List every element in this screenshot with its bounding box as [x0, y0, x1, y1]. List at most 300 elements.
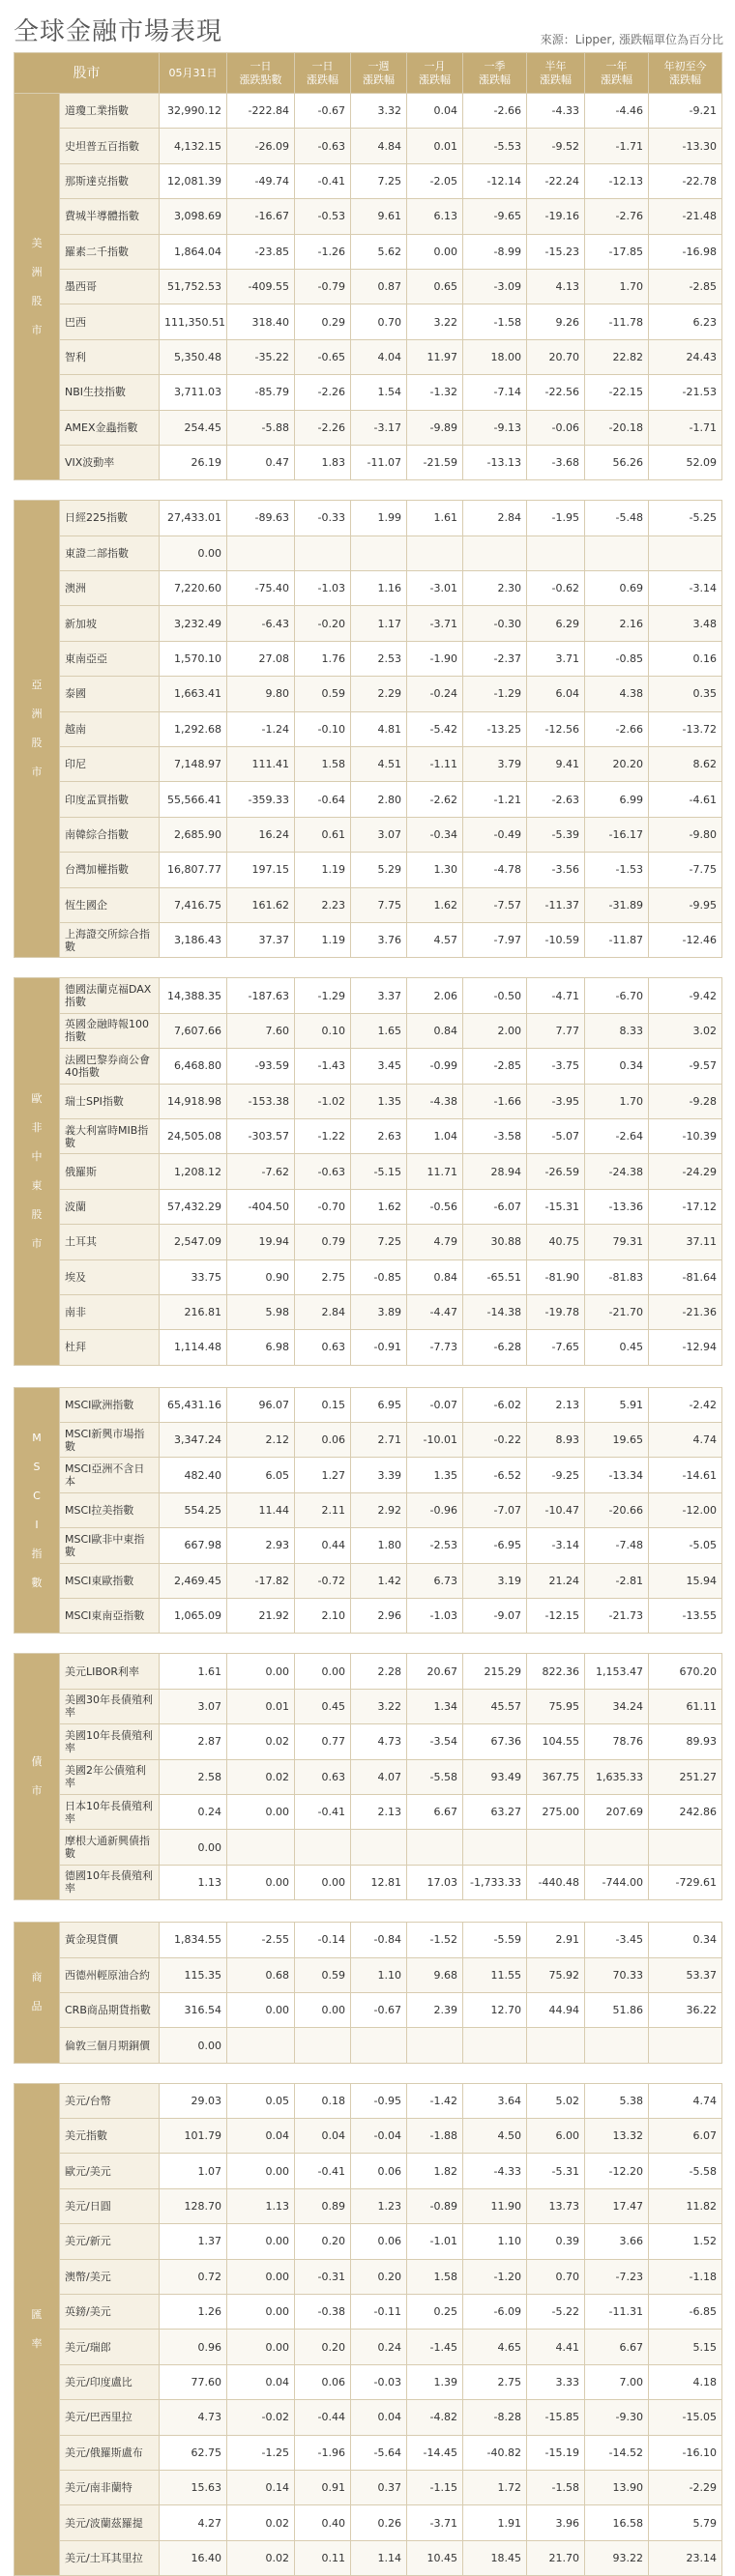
cell-value: 11.90	[463, 2188, 527, 2223]
cell-value: 13.32	[585, 2119, 649, 2154]
cell-value: -1.95	[527, 501, 585, 535]
cell-value: -5.42	[407, 711, 463, 746]
cell-value: 6.00	[527, 2119, 585, 2154]
cell-value: 1.35	[351, 1084, 407, 1118]
table-row	[15, 1923, 722, 1957]
cell-value: 0.00	[407, 234, 463, 269]
row-name: 美元/印度盧比	[60, 2364, 160, 2399]
cell-value: 16,807.77	[160, 853, 227, 887]
cell-value: -9.57	[649, 1049, 722, 1084]
table-row	[15, 1492, 722, 1527]
cell-value	[585, 1830, 649, 1865]
cell-value: -2.42	[649, 1387, 722, 1422]
cell-value: -0.63	[295, 129, 351, 163]
cell-value: 36.22	[649, 1992, 722, 2027]
cell-value	[585, 2028, 649, 2063]
cell-value: 12.81	[351, 1865, 407, 1899]
table-row	[15, 1563, 722, 1598]
row-name: MSCI新興市場指數	[60, 1423, 160, 1458]
source-note: 來源：Lipper, 漲跌幅單位為百分比	[540, 33, 723, 46]
cell-value: -1.25	[227, 2435, 295, 2470]
cell-value: 2,685.90	[160, 817, 227, 852]
cell-value: 14,388.35	[160, 978, 227, 1013]
market-table	[14, 1387, 722, 1635]
table-row	[15, 606, 722, 641]
cell-value: 1.72	[463, 2471, 527, 2505]
cell-value: 5.02	[527, 2083, 585, 2118]
cell-value: -2.37	[463, 641, 527, 676]
cell-value: -14.61	[649, 1458, 722, 1492]
cell-value: -21.36	[649, 1294, 722, 1329]
cell-value: 9.80	[227, 677, 295, 711]
cell-value: 0.00	[295, 1654, 351, 1689]
cell-value: -12.15	[527, 1599, 585, 1634]
cell-value: 2.12	[227, 1423, 295, 1458]
cell-value: 27.08	[227, 641, 295, 676]
cell-value: -14.52	[585, 2435, 649, 2470]
row-name: 德國法蘭克福DAX指數	[60, 978, 160, 1013]
cell-value: -89.63	[227, 501, 295, 535]
cell-value: -3.14	[649, 571, 722, 606]
cell-value: 20.70	[527, 339, 585, 374]
cell-value: 0.44	[295, 1528, 351, 1563]
table-row	[15, 853, 722, 887]
cell-value: -6.07	[463, 1189, 527, 1224]
section-gap	[14, 1900, 722, 1922]
cell-value: -1.01	[407, 2224, 463, 2259]
cell-value: -21.48	[649, 199, 722, 234]
cell-value	[295, 2028, 351, 2063]
row-name: 恆生國企	[60, 887, 160, 922]
cell-value: 1,208.12	[160, 1154, 227, 1189]
cell-value: -26.09	[227, 129, 295, 163]
table-row	[15, 445, 722, 479]
row-name: 智利	[60, 339, 160, 374]
cell-value: -2.26	[295, 410, 351, 445]
row-name: 美元指數	[60, 2119, 160, 2154]
cell-value: -7.62	[227, 1154, 295, 1189]
cell-value	[351, 2028, 407, 2063]
cell-value: 0.72	[160, 2259, 227, 2294]
market-tables	[14, 52, 722, 2576]
row-name: 越南	[60, 711, 160, 746]
cell-value: 4.13	[527, 269, 585, 304]
cell-value: -7.75	[649, 853, 722, 887]
cell-value: -0.31	[295, 2259, 351, 2294]
table-row	[15, 641, 722, 676]
cell-value: -0.99	[407, 1049, 463, 1084]
cell-value: -2.76	[585, 199, 649, 234]
cell-value: 3,347.24	[160, 1423, 227, 1458]
cell-value: 2.13	[527, 1387, 585, 1422]
cell-value: 0.35	[649, 677, 722, 711]
group-label: 亞 洲 股 市	[15, 501, 60, 958]
cell-value: -1.88	[407, 2119, 463, 2154]
cell-value: 1.10	[351, 1957, 407, 1992]
cell-value: -14.45	[407, 2435, 463, 2470]
cell-value: -2.55	[227, 1923, 295, 1957]
table-row	[15, 2259, 722, 2294]
cell-value: 667.98	[160, 1528, 227, 1563]
cell-value: 29.03	[160, 2083, 227, 2118]
cell-value: 2.13	[351, 1794, 407, 1829]
cell-value: 2.53	[351, 641, 407, 676]
section-gap	[14, 1366, 722, 1387]
cell-value: 0.77	[295, 1724, 351, 1759]
cell-value: 0.29	[295, 304, 351, 339]
row-name: 法國巴黎券商公會40指數	[60, 1049, 160, 1084]
cell-value: -0.79	[295, 269, 351, 304]
cell-value: -7.73	[407, 1330, 463, 1365]
cell-value: 316.54	[160, 1992, 227, 2027]
cell-value: -7.23	[585, 2259, 649, 2294]
cell-value: -1.52	[407, 1923, 463, 1957]
cell-value: -65.51	[463, 1259, 527, 1294]
cell-value: 1.19	[295, 922, 351, 957]
row-name: 台灣加權指數	[60, 853, 160, 887]
cell-value: -4.71	[527, 978, 585, 1013]
cell-value: -21.59	[407, 445, 463, 479]
row-name: 東南亞亞	[60, 641, 160, 676]
cell-value: 1.37	[160, 2224, 227, 2259]
cell-value: -9.65	[463, 199, 527, 234]
cell-value: -1.96	[295, 2435, 351, 2470]
cell-value: 3.66	[585, 2224, 649, 2259]
table-row	[15, 1759, 722, 1794]
cell-value: -12.94	[649, 1330, 722, 1365]
cell-value: 20.67	[407, 1654, 463, 1689]
table-row	[15, 2224, 722, 2259]
cell-value: 4,132.15	[160, 129, 227, 163]
cell-value: -9.28	[649, 1084, 722, 1118]
table-row	[15, 1957, 722, 1992]
cell-value: -24.38	[585, 1154, 649, 1189]
cell-value: -0.41	[295, 2154, 351, 2188]
cell-value: -7.65	[527, 1330, 585, 1365]
cell-value: -11.37	[527, 887, 585, 922]
cell-value: 79.31	[585, 1225, 649, 1259]
cell-value: 0.20	[295, 2224, 351, 2259]
table-row	[15, 2471, 722, 2505]
cell-value: 1.27	[295, 1458, 351, 1492]
row-name: 俄羅斯	[60, 1154, 160, 1189]
cell-value: 482.40	[160, 1458, 227, 1492]
cell-value: -1.02	[295, 1084, 351, 1118]
cell-value: -16.10	[649, 2435, 722, 2470]
table-row	[15, 163, 722, 198]
cell-value: 1,570.10	[160, 641, 227, 676]
cell-value: 12,081.39	[160, 163, 227, 198]
cell-value: 2.10	[295, 1599, 351, 1634]
cell-value: -2.85	[649, 269, 722, 304]
cell-value: -19.16	[527, 199, 585, 234]
table-row	[15, 1259, 722, 1294]
cell-value: -8.99	[463, 234, 527, 269]
cell-value: 3.71	[527, 641, 585, 676]
cell-value: 0.00	[160, 2028, 227, 2063]
cell-value: -1.66	[463, 1084, 527, 1118]
cell-value: -0.70	[295, 1189, 351, 1224]
cell-value: 16.40	[160, 2540, 227, 2575]
cell-value: 4.50	[463, 2119, 527, 2154]
cell-value: 3.39	[351, 1458, 407, 1492]
cell-value: -9.30	[585, 2400, 649, 2435]
cell-value: -0.04	[351, 2119, 407, 2154]
cell-value: -16.67	[227, 199, 295, 234]
cell-value	[649, 535, 722, 570]
table-row	[15, 1225, 722, 1259]
cell-value: 2.87	[160, 1724, 227, 1759]
cell-value: -1.15	[407, 2471, 463, 2505]
cell-value: 32,990.12	[160, 94, 227, 129]
cell-value: 1.65	[351, 1013, 407, 1048]
row-name: 美元/土耳其里拉	[60, 2540, 160, 2575]
cell-value	[463, 2028, 527, 2063]
cell-value: 14,918.98	[160, 1084, 227, 1118]
cell-value: 0.79	[295, 1225, 351, 1259]
column-header: 一季 漲跌幅	[463, 53, 527, 94]
cell-value: 0.47	[227, 445, 295, 479]
cell-value: 11.97	[407, 339, 463, 374]
table-row	[15, 1387, 722, 1422]
cell-value: -22.24	[527, 163, 585, 198]
cell-value: -13.36	[585, 1189, 649, 1224]
cell-value: 2.75	[463, 2364, 527, 2399]
cell-value: -5.31	[527, 2154, 585, 2188]
cell-value: 21.92	[227, 1599, 295, 1634]
cell-value: 670.20	[649, 1654, 722, 1689]
cell-value: 254.45	[160, 410, 227, 445]
table-row	[15, 1830, 722, 1865]
cell-value: -16.17	[585, 817, 649, 852]
cell-value: -3.56	[527, 853, 585, 887]
row-name: 英鎊/美元	[60, 2295, 160, 2330]
cell-value: -1,733.33	[463, 1865, 527, 1899]
cell-value: 3.33	[527, 2364, 585, 2399]
cell-value: 11.71	[407, 1154, 463, 1189]
cell-value: 78.76	[585, 1724, 649, 1759]
cell-value: 37.37	[227, 922, 295, 957]
cell-value: 9.61	[351, 199, 407, 234]
cell-value: 22.82	[585, 339, 649, 374]
table-row	[15, 375, 722, 410]
cell-value: -12.46	[649, 922, 722, 957]
cell-value: -1.42	[407, 2083, 463, 2118]
cell-value: -5.25	[649, 501, 722, 535]
cell-value: -12.00	[649, 1492, 722, 1527]
cell-value: 28.94	[463, 1154, 527, 1189]
cell-value: 822.36	[527, 1654, 585, 1689]
row-name: 波蘭	[60, 1189, 160, 1224]
group-label: 債 市	[15, 1654, 60, 1900]
cell-value: 0.20	[295, 2330, 351, 2364]
cell-value: 3.96	[527, 2505, 585, 2540]
cell-value: 5.38	[585, 2083, 649, 2118]
table-row	[15, 2540, 722, 2575]
row-name: 泰國	[60, 677, 160, 711]
cell-value: -6.28	[463, 1330, 527, 1365]
cell-value: -1.71	[649, 410, 722, 445]
cell-value: -5.22	[527, 2295, 585, 2330]
row-name: 美元/瑞郎	[60, 2330, 160, 2364]
cell-value: 53.37	[649, 1957, 722, 1992]
cell-value: -404.50	[227, 1189, 295, 1224]
cell-value: 0.45	[585, 1330, 649, 1365]
cell-value: 1.91	[463, 2505, 527, 2540]
cell-value: -13.13	[463, 445, 527, 479]
row-name: 埃及	[60, 1259, 160, 1294]
cell-value: 0.39	[527, 2224, 585, 2259]
cell-value: -13.25	[463, 711, 527, 746]
cell-value: 1,663.41	[160, 677, 227, 711]
cell-value: -15.31	[527, 1189, 585, 1224]
cell-value: -2.63	[527, 782, 585, 817]
market-table	[14, 977, 722, 1365]
cell-value: -4.82	[407, 2400, 463, 2435]
cell-value: 3.02	[649, 1013, 722, 1048]
cell-value: 51.86	[585, 1992, 649, 2027]
cell-value: 111.41	[227, 747, 295, 782]
cell-value: -0.85	[351, 1259, 407, 1294]
cell-value: -1.58	[463, 304, 527, 339]
cell-value: 6.13	[407, 199, 463, 234]
cell-value: 7,607.66	[160, 1013, 227, 1048]
cell-value: 3.89	[351, 1294, 407, 1329]
table-row	[15, 1654, 722, 1689]
cell-value: 0.04	[407, 94, 463, 129]
cell-value: -0.38	[295, 2295, 351, 2330]
cell-value: -1.90	[407, 641, 463, 676]
row-name: 美元/新元	[60, 2224, 160, 2259]
cell-value: -1.03	[295, 571, 351, 606]
cell-value: 207.69	[585, 1794, 649, 1829]
cell-value: 1.62	[351, 1189, 407, 1224]
cell-value: 11.44	[227, 1492, 295, 1527]
cell-value: 18.00	[463, 339, 527, 374]
row-name: 土耳其	[60, 1225, 160, 1259]
cell-value: -15.23	[527, 234, 585, 269]
cell-value	[463, 535, 527, 570]
cell-value: 6.73	[407, 1563, 463, 1598]
cell-value: -4.38	[407, 1084, 463, 1118]
cell-value: 6.29	[527, 606, 585, 641]
cell-value	[407, 535, 463, 570]
cell-value: -2.85	[463, 1049, 527, 1084]
cell-value: 0.69	[585, 571, 649, 606]
cell-value: 4.73	[351, 1724, 407, 1759]
cell-value: -26.59	[527, 1154, 585, 1189]
table-row	[15, 1118, 722, 1153]
column-header: 一週 漲跌幅	[351, 53, 407, 94]
cell-value: -1.18	[649, 2259, 722, 2294]
row-name: 歐元/美元	[60, 2154, 160, 2188]
cell-value: 4.81	[351, 711, 407, 746]
cell-value: -3.75	[527, 1049, 585, 1084]
cell-value: 4.07	[351, 1759, 407, 1794]
row-name: MSCI東歐指數	[60, 1563, 160, 1598]
cell-value: 16.58	[585, 2505, 649, 2540]
cell-value: -0.53	[295, 199, 351, 234]
cell-value: 0.06	[351, 2224, 407, 2259]
table-row	[15, 1528, 722, 1563]
cell-value	[407, 2028, 463, 2063]
cell-value: 0.14	[227, 2471, 295, 2505]
cell-value	[527, 2028, 585, 2063]
group-label: 商 品	[15, 1923, 60, 2064]
table-row	[15, 2119, 722, 2154]
cell-value: 44.94	[527, 1992, 585, 2027]
row-name: 美元/台幣	[60, 2083, 160, 2118]
cell-value: 0.00	[227, 1992, 295, 2027]
cell-value: 2.58	[160, 1759, 227, 1794]
cell-value: 56.26	[585, 445, 649, 479]
cell-value: -0.10	[295, 711, 351, 746]
cell-value: -187.63	[227, 978, 295, 1013]
row-name: MSCI拉美指數	[60, 1492, 160, 1527]
table-row	[15, 339, 722, 374]
section-gap	[14, 958, 722, 977]
cell-value: 161.62	[227, 887, 295, 922]
cell-value: -40.82	[463, 2435, 527, 2470]
cell-value: -5.59	[463, 1923, 527, 1957]
cell-value: -0.20	[295, 606, 351, 641]
table-row	[15, 978, 722, 1013]
cell-value: -0.67	[351, 1992, 407, 2027]
cell-value: 0.16	[649, 641, 722, 676]
cell-value	[227, 2028, 295, 2063]
cell-value	[649, 2028, 722, 2063]
cell-value: -729.61	[649, 1865, 722, 1899]
cell-value: 65,431.16	[160, 1387, 227, 1422]
table-row	[15, 2505, 722, 2540]
table-row	[15, 1992, 722, 2027]
cell-value: 0.61	[295, 817, 351, 852]
cell-value: 1.52	[649, 2224, 722, 2259]
cell-value: 0.00	[160, 1830, 227, 1865]
row-name: NBI生技指數	[60, 375, 160, 410]
cell-value: 2.63	[351, 1118, 407, 1153]
column-header: 一年 漲跌幅	[585, 53, 649, 94]
cell-value: 3.79	[463, 747, 527, 782]
table-row	[15, 1294, 722, 1329]
column-header: 年初至今 漲跌幅	[649, 53, 722, 94]
row-name: MSCI東南亞指數	[60, 1599, 160, 1634]
cell-value: -0.03	[351, 2364, 407, 2399]
cell-value: 4.79	[407, 1225, 463, 1259]
cell-value: -3.71	[407, 606, 463, 641]
cell-value: -0.64	[295, 782, 351, 817]
row-name: 英國金融時報100指數	[60, 1013, 160, 1048]
cell-value: -744.00	[585, 1865, 649, 1899]
cell-value	[463, 1830, 527, 1865]
cell-value: 12.70	[463, 1992, 527, 2027]
cell-value: -21.53	[649, 375, 722, 410]
cell-value: 13.73	[527, 2188, 585, 2223]
cell-value: -22.78	[649, 163, 722, 198]
cell-value: 11.55	[463, 1957, 527, 1992]
cell-value: 0.70	[527, 2259, 585, 2294]
group-label: 匯 率	[15, 2083, 60, 2575]
cell-value: 6.67	[585, 2330, 649, 2364]
cell-value: 8.93	[527, 1423, 585, 1458]
cell-value: -0.22	[463, 1423, 527, 1458]
cell-value: 4.18	[649, 2364, 722, 2399]
cell-value: -5.05	[649, 1528, 722, 1563]
cell-value: 4.74	[649, 1423, 722, 1458]
cell-value: 34.24	[585, 1689, 649, 1723]
cell-value: 6.07	[649, 2119, 722, 2154]
cell-value: -15.05	[649, 2400, 722, 2435]
